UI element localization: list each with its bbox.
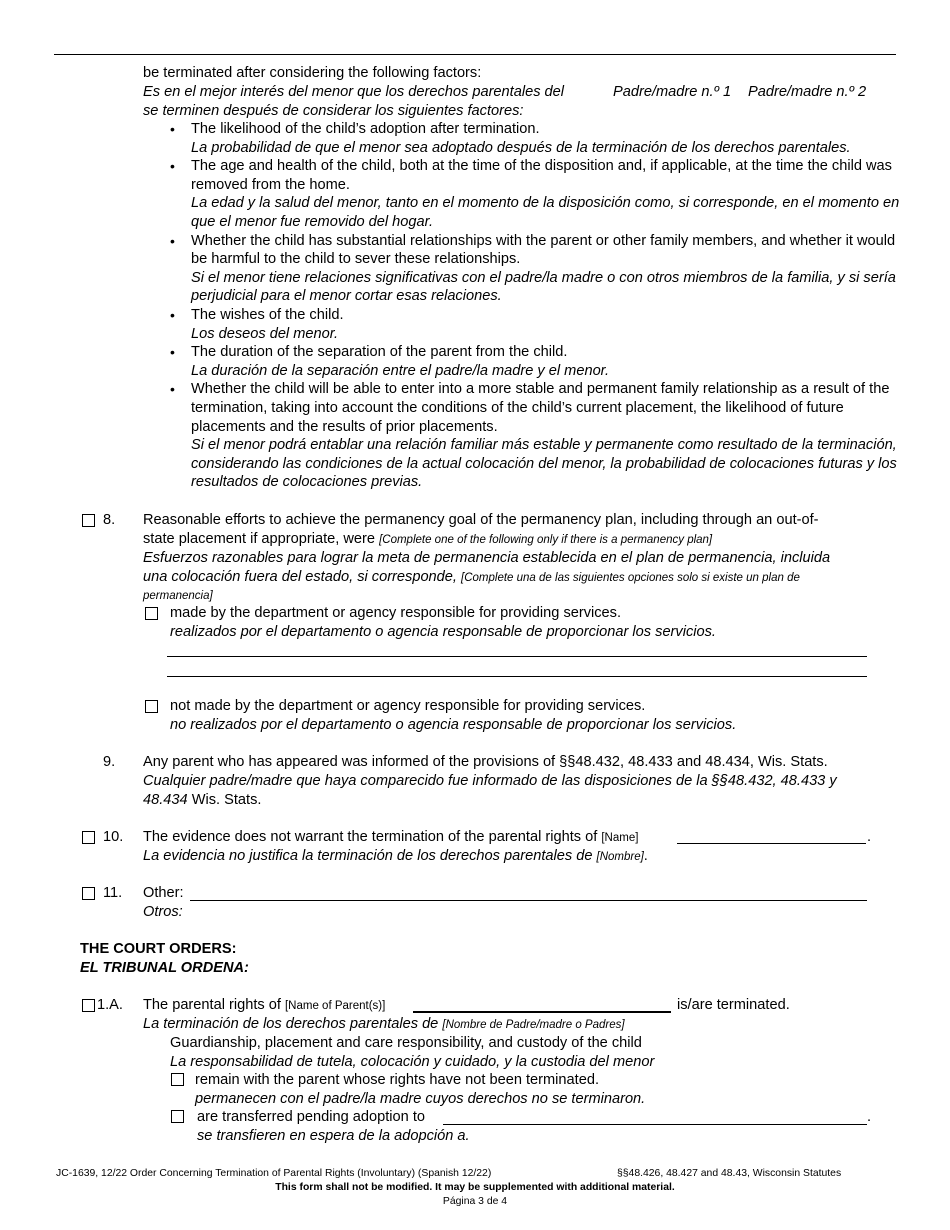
item-8-made-en: made by the department or agency responsible for providing services. — [170, 605, 622, 621]
order-1a-es-note: [Nombre de Padre/madre o Padres] — [442, 1019, 625, 1031]
item-11-number: 11. — [103, 885, 123, 901]
item-8-made-es: realizados por el departamento o agencia responsable de proporcionar los servicios. — [170, 624, 716, 640]
intro-line-3-es: se terminen después de considerar los siguientes factores: — [143, 103, 524, 119]
item-9-en: Any parent who has appeared was informed of the provisions of §§48.432, 48.433 and 48.434, Wis. Stats. — [143, 754, 828, 770]
order-1a-en-line — [143, 996, 385, 1016]
item-8-made-checkbox[interactable] — [145, 607, 158, 620]
order-1a-en: The parental rights of — [143, 997, 281, 1013]
item-10-es-line — [143, 847, 648, 867]
item-8-not-made-checkbox[interactable] — [145, 700, 158, 713]
item-8-en-a: Reasonable efforts to achieve the permanency goal of the permanency plan, including through an out-of- — [143, 512, 819, 528]
item-11-other-field[interactable] — [190, 900, 867, 901]
intro-line-2-es: Es en el mejor interés del menor que los derechos parentales del — [143, 84, 565, 100]
item-8-en-b-line — [143, 530, 712, 550]
factor-item: • The duration of the separation of the parent from the child. La duración de la separación entre el padre/la madre y el menor. — [170, 343, 900, 380]
item-10-number: 10. — [103, 829, 124, 845]
order-1a-es: La terminación de los derechos parentales de — [143, 1016, 439, 1032]
factors-list — [170, 120, 900, 492]
footer-notice: This form shall not be modified. It may be supplemented with additional material. — [275, 1182, 675, 1193]
order-1a-transfer-checkbox[interactable] — [171, 1110, 184, 1123]
order-1a-en-note: [Name of Parent(s)] — [284, 1000, 386, 1012]
order-1a-guardianship-en: Guardianship, placement and care responsibility, and custody of the child — [170, 1035, 642, 1051]
item-9-es-b-line — [143, 791, 261, 810]
factor-item: • Whether the child will be able to enter into a more stable and permanent family relationship as a result of the termination, taking into account the conditions of the child’s current placement, the likelihood of future placements and the results of prior placements. Si el menor podrá entablar una relación familiar más estable y permanente como resultado de la terminación, considerando las condiciones de la actual colocación del menor, la probabilidad de colocaciones futuras y los resultados de colocaciones previas. — [170, 380, 900, 492]
parent-1-label: Padre/madre n.º 1 — [613, 84, 732, 100]
item-10-es: La evidencia no justifica la terminación de los derechos parentales de — [143, 848, 593, 864]
item-9-es-b: 48.434 — [143, 792, 188, 808]
item-10-en-line — [143, 828, 638, 848]
factor-item: • Whether the child has substantial relationships with the parent or other family members, and whether it would be harmful to the child to sever these relationships. Si el menor tiene relaciones significativas con el padre/la madre o con otros miembros de la familia, y si sería perjudicial para el menor cortar esas relaciones. — [170, 232, 900, 306]
item-9-es-a: Cualquier padre/madre que haya comparecido fue informado de las disposiciones de la §§48.432, 48.433 y — [143, 773, 837, 789]
factor-item: • The likelihood of the child’s adoption after termination. La probabilidad de que el menor sea adoptado después de la terminación de los derechos parentales. — [170, 120, 900, 157]
item-10-es-note: [Nombre] — [596, 851, 644, 863]
order-1a-checkbox[interactable] — [82, 999, 95, 1012]
order-1a-guardianship-es: La responsabilidad de tutela, colocación y cuidado, y la custodia del menor — [170, 1054, 655, 1070]
order-1a-number: 1.A. — [97, 997, 123, 1013]
item-11-es: Otros: — [143, 904, 183, 920]
item-10-es-period: . — [643, 848, 648, 864]
item-8-number: 8. — [103, 512, 116, 528]
item-10-name-field[interactable] — [677, 843, 866, 844]
item-8-en-b: state placement if appropriate, were — [143, 531, 376, 547]
order-1a-es-line — [143, 1015, 625, 1035]
order-1a-parent-name-field[interactable] — [413, 1011, 671, 1013]
court-orders-title-es: EL TRIBUNAL ORDENA: — [80, 960, 249, 976]
item-9-es-b-rest: Wis. Stats. — [187, 792, 262, 808]
order-1a-en-end: is/are terminated. — [677, 997, 790, 1013]
footer-form-id: JC-1639, 12/22 Order Concerning Termination of Parental Rights (Involuntary) (Spanish 12/22) — [56, 1168, 492, 1179]
item-8-es-a: Esfuerzos razonables para lograr la meta de permanencia establecida en el plan de permanencia, incluida — [143, 550, 831, 566]
parent-2-label: Padre/madre n.º 2 — [748, 84, 867, 100]
item-8-made-line-2[interactable] — [167, 676, 867, 677]
order-1a-remain-en: remain with the parent whose rights have not been terminated. — [195, 1072, 599, 1088]
item-10-en: The evidence does not warrant the termination of the parental rights of — [143, 829, 598, 845]
item-8-made-line-1[interactable] — [167, 656, 867, 657]
item-8-not-made-en: not made by the department or agency responsible for providing services. — [170, 698, 646, 714]
item-8-es-note-b: permanencia] — [143, 590, 213, 602]
intro-line-1: be terminated after considering the following factors: — [143, 65, 482, 81]
order-1a-transfer-es: se transfieren en espera de la adopción a. — [197, 1128, 470, 1144]
factor-item: • The wishes of the child. Los deseos del menor. — [170, 306, 900, 343]
item-10-checkbox[interactable] — [82, 831, 95, 844]
court-orders-title: THE COURT ORDERS: — [80, 941, 237, 957]
item-8-es-b-line — [143, 568, 800, 588]
item-9-number: 9. — [103, 754, 116, 770]
order-1a-remain-es: permanecen con el padre/la madre cuyos derechos no se terminaron. — [195, 1091, 646, 1107]
item-8-es-note-a: [Complete una de las siguientes opciones solo si existe un plan de — [461, 572, 800, 584]
order-1a-transfer-en: are transferred pending adoption to — [197, 1109, 425, 1125]
item-10-en-note: [Name] — [601, 832, 639, 844]
item-8-en-note: [Complete one of the following only if there is a permanency plan] — [379, 534, 713, 546]
item-8-not-made-es: no realizados por el departamento o agencia responsable de proporcionar los servicios. — [170, 717, 737, 733]
factor-item: • The age and health of the child, both at the time of the disposition and, if applicable, at the time the child was removed from the home. La edad y la salud del menor, tanto en el momento de la disposición como, si corresponde, en el momento en que el menor fue removido del hogar. — [170, 157, 900, 231]
item-11-en: Other: — [143, 885, 184, 901]
order-1a-transfer-field[interactable] — [443, 1124, 867, 1125]
order-1a-transfer-period: . — [867, 1109, 872, 1125]
order-1a-remain-checkbox[interactable] — [171, 1073, 184, 1086]
item-8-checkbox[interactable] — [82, 514, 95, 527]
item-8-es-b: una colocación fuera del estado, si corresponde, — [143, 569, 457, 585]
footer-page-number: Página 3 de 4 — [442, 1196, 508, 1207]
footer-statutes: §§48.426, 48.427 and 48.43, Wisconsin Statutes — [617, 1168, 842, 1179]
top-rule — [54, 54, 896, 55]
item-11-checkbox[interactable] — [82, 887, 95, 900]
item-10-period: . — [867, 829, 872, 845]
